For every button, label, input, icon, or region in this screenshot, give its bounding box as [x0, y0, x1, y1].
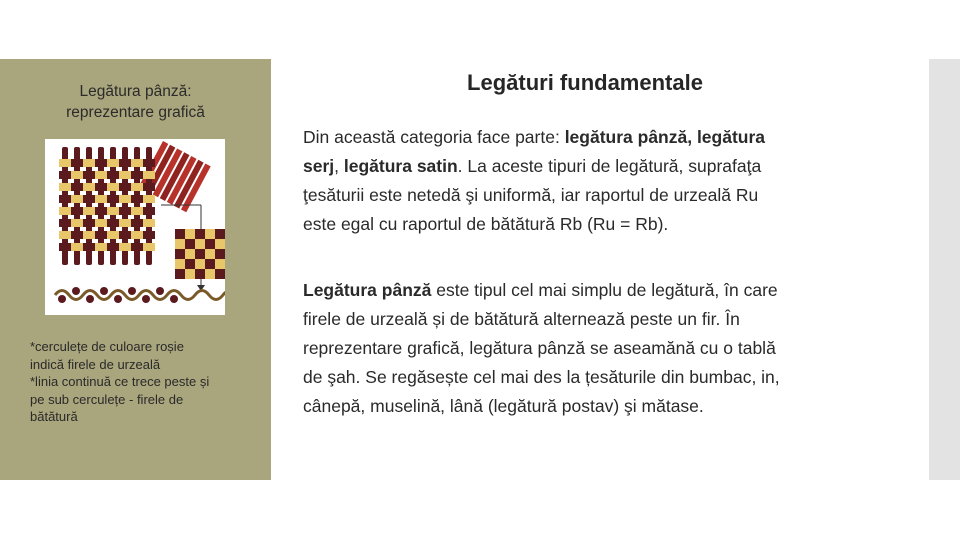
checker-cell	[195, 269, 205, 279]
weave-cell	[95, 195, 107, 203]
checker-cell	[215, 239, 225, 249]
p1-line-1	[303, 123, 913, 152]
p1-line-3: ţesăturii este netedă şi uniformă, iar raportul de urzeală Ru	[303, 185, 759, 205]
panel-title-line-2: reprezentare grafică	[66, 104, 205, 121]
p1-bold-serj: serj	[303, 156, 335, 176]
weave-cell	[95, 171, 107, 179]
panel-title	[0, 81, 271, 123]
weave-cell	[107, 183, 119, 191]
weave-cell	[143, 219, 155, 227]
p1-bold-satin: legătura satin	[343, 156, 458, 176]
p2-line-5: cânepă, muselină, lână (legătură postav) şi mătase.	[303, 396, 704, 416]
weave-cell	[59, 183, 71, 191]
weave-cell	[143, 207, 155, 215]
weave-cell	[59, 207, 71, 215]
weave-cell	[143, 243, 155, 251]
checker-cell	[185, 249, 195, 259]
weave-cell	[83, 207, 95, 215]
weave-cell	[71, 171, 83, 179]
weave-cell	[71, 195, 83, 203]
weave-cell	[119, 195, 131, 203]
weave-cell	[59, 231, 71, 239]
panel-note	[30, 338, 266, 426]
p1-line-2	[303, 152, 913, 181]
weave-cell	[107, 243, 119, 251]
panel-note-line-4: pe sub cerculețe - firele de	[30, 391, 184, 407]
checker-cell	[175, 239, 185, 249]
weave-cell	[59, 243, 71, 251]
warp-dot	[156, 287, 164, 295]
checker-cell	[185, 259, 195, 269]
weave-cell	[143, 171, 155, 179]
weave-cell	[59, 171, 71, 179]
checker-cell	[175, 229, 185, 239]
left-info-panel	[0, 59, 271, 480]
weave-cell	[119, 243, 131, 251]
weave-cell	[143, 183, 155, 191]
checker-cell	[195, 249, 205, 259]
warp-dot	[128, 287, 136, 295]
weave-cell	[131, 207, 143, 215]
warp-dot	[100, 287, 108, 295]
weave-cell	[95, 159, 107, 167]
paragraph-2	[303, 276, 913, 421]
p1-separator: ,	[334, 156, 344, 176]
right-sidebar-strip	[929, 59, 960, 480]
weave-cell	[107, 195, 119, 203]
weave-cell	[119, 231, 131, 239]
weave-cell	[107, 219, 119, 227]
p2-bold-text: Legătura pânză	[303, 280, 432, 300]
checker-cell	[205, 249, 215, 259]
paragraph-1	[303, 123, 913, 239]
checker-cell	[205, 229, 215, 239]
panel-note-line-3: *linia continuă ce trece peste și	[30, 374, 210, 389]
weave-cell	[107, 171, 119, 179]
weave-cell	[83, 171, 95, 179]
checker-cell	[215, 259, 225, 269]
weave-cell	[143, 231, 155, 239]
weave-cell	[131, 243, 143, 251]
weave-cell	[131, 159, 143, 167]
plain-weave-diagram	[45, 139, 225, 315]
weave-cell	[83, 219, 95, 227]
panel-note-line-2: indică firele de urzeală	[30, 356, 161, 372]
weave-cell	[131, 231, 143, 239]
weave-cell	[95, 243, 107, 251]
weave-cell	[71, 183, 83, 191]
p1-line-4: este egal cu raportul de bătătură Rb (Ru = Rb).	[303, 214, 669, 234]
weave-cell	[59, 159, 71, 167]
weave-cell	[83, 159, 95, 167]
panel-note-line-1: *cerculețe de culoare roșie	[30, 339, 184, 354]
weave-cell	[131, 219, 143, 227]
weave-cell	[71, 207, 83, 215]
weave-cell	[95, 231, 107, 239]
weave-cell	[71, 219, 83, 227]
weave-cell	[131, 195, 143, 203]
weave-cell	[107, 231, 119, 239]
warp-dot	[142, 295, 150, 303]
checker-cell	[205, 269, 215, 279]
checker-cell	[195, 229, 205, 239]
p1-text: Din această categoria face parte:	[303, 127, 565, 147]
checker-cell	[175, 269, 185, 279]
weave-cell	[95, 219, 107, 227]
weave-cell	[107, 207, 119, 215]
warp-dot	[86, 295, 94, 303]
weave-cell	[119, 183, 131, 191]
weave-cell	[131, 183, 143, 191]
checker-cell	[185, 269, 195, 279]
checker-cell	[205, 259, 215, 269]
weave-cell	[143, 195, 155, 203]
weave-cell	[119, 219, 131, 227]
weave-cell	[71, 159, 83, 167]
weave-cell	[71, 231, 83, 239]
checker-cell	[175, 259, 185, 269]
checker-cell	[215, 249, 225, 259]
p2-line-2: firele de urzeală și de bătătură alternează peste un fir. În	[303, 309, 740, 329]
p2-line-1	[303, 276, 913, 305]
weave-cell	[131, 171, 143, 179]
weave-cell	[95, 207, 107, 215]
checker-cell	[175, 249, 185, 259]
p1-bold-text: legătura pânză, legătura	[564, 127, 766, 147]
weave-cell	[83, 183, 95, 191]
weave-cell	[71, 243, 83, 251]
weave-cell	[83, 231, 95, 239]
plain-weave-illustration	[45, 139, 225, 315]
p2-line-3: reprezentare grafică, legătura pânză se aseamănă cu o tablă	[303, 338, 776, 358]
weft-wave-line	[55, 291, 225, 300]
checker-cell	[205, 239, 215, 249]
warp-dot	[114, 295, 122, 303]
warp-dot	[170, 295, 178, 303]
checker-cell	[215, 229, 225, 239]
weave-cell	[143, 159, 155, 167]
slide-title: Legături fundamentale	[467, 70, 703, 95]
checker-cell	[195, 259, 205, 269]
p1-text-2: . La aceste tipuri de legătură, suprafaţa	[457, 156, 762, 176]
weave-cell	[95, 183, 107, 191]
p2-line-4: de şah. Se regăsește cel mai des la țesăturile din bumbac, in,	[303, 367, 780, 387]
warp-dot	[58, 295, 66, 303]
weave-cell	[107, 159, 119, 167]
weave-cell	[119, 171, 131, 179]
checker-cell	[185, 239, 195, 249]
checker-cell	[185, 229, 195, 239]
checker-cell	[195, 239, 205, 249]
weave-cell	[59, 219, 71, 227]
p2-text: este tipul cel mai simplu de legătură, în care	[431, 280, 778, 300]
panel-note-line-5: bătătură	[30, 409, 78, 424]
weave-cell	[119, 159, 131, 167]
weave-cell	[59, 195, 71, 203]
checker-cell	[215, 269, 225, 279]
weave-cell	[83, 195, 95, 203]
warp-dot	[72, 287, 80, 295]
weave-cell	[119, 207, 131, 215]
weave-cell	[83, 243, 95, 251]
panel-title-line-1: Legătura pânză:	[79, 83, 192, 100]
